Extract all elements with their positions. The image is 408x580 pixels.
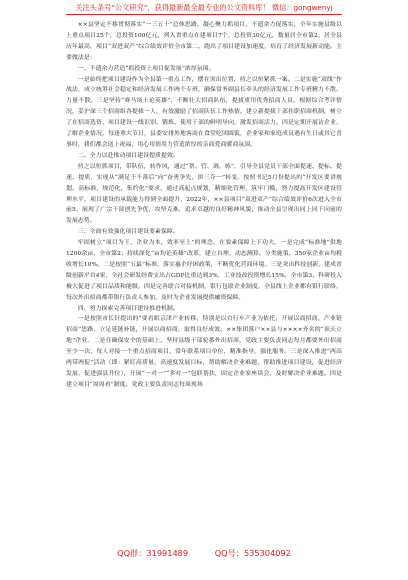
section-1-paragraph: 一是始终把项目建设作为全县第一重点工作，摆在突出位置，持之以恒紧抓一案。二是实施“双线”作战法，成立统筹社会稳定和经济发展工作两个专班，确保常务副县长牵头的经济发展工作专班精力不散、力量不散。三是坚持“赛马场上论英雄”，不断壮大招商队伍，提拔重用优秀招商人员，根据综合考评情况，妥沪深三个招商组各提拔一人，有效激励了招商队伍工作热情。建立新提拔干部挂职招商机制，树立了在招商选资、项目建设一线识别、锻炼、使用干部的鲜明导向，激发招商活力。四是定期开展访企业、了解企业情况，每逢重大节日，县委安排外地客商在食堂吃团圆饭，企业家和家庭成员遇有生日或其它喜事时，我们都会送上祝福，用心用情用力营造浓厚的亲商爱商暖商氛围。	[66, 76, 342, 148]
footer-qq-number: QQ号：535304092	[214, 548, 291, 558]
section-heading-4: 四、努力探索完善项目建设推进机制。	[77, 305, 179, 312]
intro-paragraph: ××县坚定不移贯彻落实“一三五十”总体思路，凝心聚力抓项目，不遗余力促落实，全年实施县级以上重点项目25个，总投资100亿元，列入省重点在建项目7个，总投资30亿元，数量居全市第2，居全县历年最高。项目“双进双产”综合绩效评价全市第二，跑出了项目建设加速度，培育了经济发展新动能。主要做法是：	[66, 22, 342, 61]
section-2-paragraph: 持之以恒抓项目，带队伍，转作风，通过“帮、管、调、练”，引导全县党员干部全面提速、提标、提速、提质，实现从“满足于不落后”向“奋勇争先、拼三夺一”转变。按照书记5月份提出的“开发区要讲规划，高标准，规范化，集约化”要求，通过高起点规划，精细化管理，筑牢门槛，努力提高开发区建设管理水平，项目建设的承载能力得到全面提升，2022年，××县项目“双进双产”综合绩效评价6次进入全市前5，展现了广宗干部创先争优，攻坚克难，追求卓越的良好精神风貌，推动全县呈现出同上同下向前的发展态势。	[66, 163, 342, 225]
section-3-paragraph: 牢固树立“项目为王，企业为本，效率至上”的理念，在要素保障上下功夫。一是完成“标准地”供地1200余亩，全市第2；持续深化“亩均论英雄”改革，建立自理、动态测算、分类施策，350家企业亩均税收增长10%。二是按照“五最”标准，落实惠企纾困政策，不断优化营商环境。三是突出科技创新，建成省级创新平台4家，全社会研发经费支出占GDP比重达到3%，工业技改投资增长15%，全市第3，科研投入极大促进了项目品质和能级。四是完善联合对接机制，银行包联企业制度，全县线上企业都有银行联络，每次外出招商都带银行负责人参加，及时为企业发展提供融资保障。	[66, 240, 342, 301]
header-rule	[66, 14, 342, 15]
section-heading-3: 三、全面有效强化项目建设要素保障。	[77, 229, 179, 236]
section-heading-1: 一、不遗余力营造“抓投资上项目促发展”浓厚氛围。	[77, 65, 215, 72]
header-notice: 关注头条号“公文研究”，获得最新最全最专业的公文资料库！ 微信：gongwenyj	[75, 3, 333, 12]
section-heading-2: 二、全力以赴推动项目建设提质提效。	[77, 152, 179, 159]
footer-contact	[0, 548, 408, 559]
document-body	[66, 20, 342, 391]
footer-qq-group: QQ群：31991489	[117, 548, 189, 558]
section-4-paragraph: 一是按照市长针提出的“要看眼京津产业转移，特别是以台行车产业为依托，开展以商招商，产业链招商”思路，立足延链补链，开展以商招商，取得良好成效。××集团落户××县与××××齐名的“顶天立地”企业。二是在确保安全的基础上，坚持县级干部轮番外出招商，党政主要负责同志每月都要外出招商至少一次，每人对接一个重点招商项目，常年联系项目单位，精准指导，强化服务。三是深入推进“两高两带两促”活动（即：紧盯高质量，高速度发展目标，帮助解决企业难题，帮助推进项目建设，促进经济发展，促进强县升位），开展“一对一”“多对一”包联帮扶，固定企业家座谈会，及时解决企业难题。四是建立项目“周周看”制度，党政主要负责同志每周现场	[66, 316, 342, 388]
